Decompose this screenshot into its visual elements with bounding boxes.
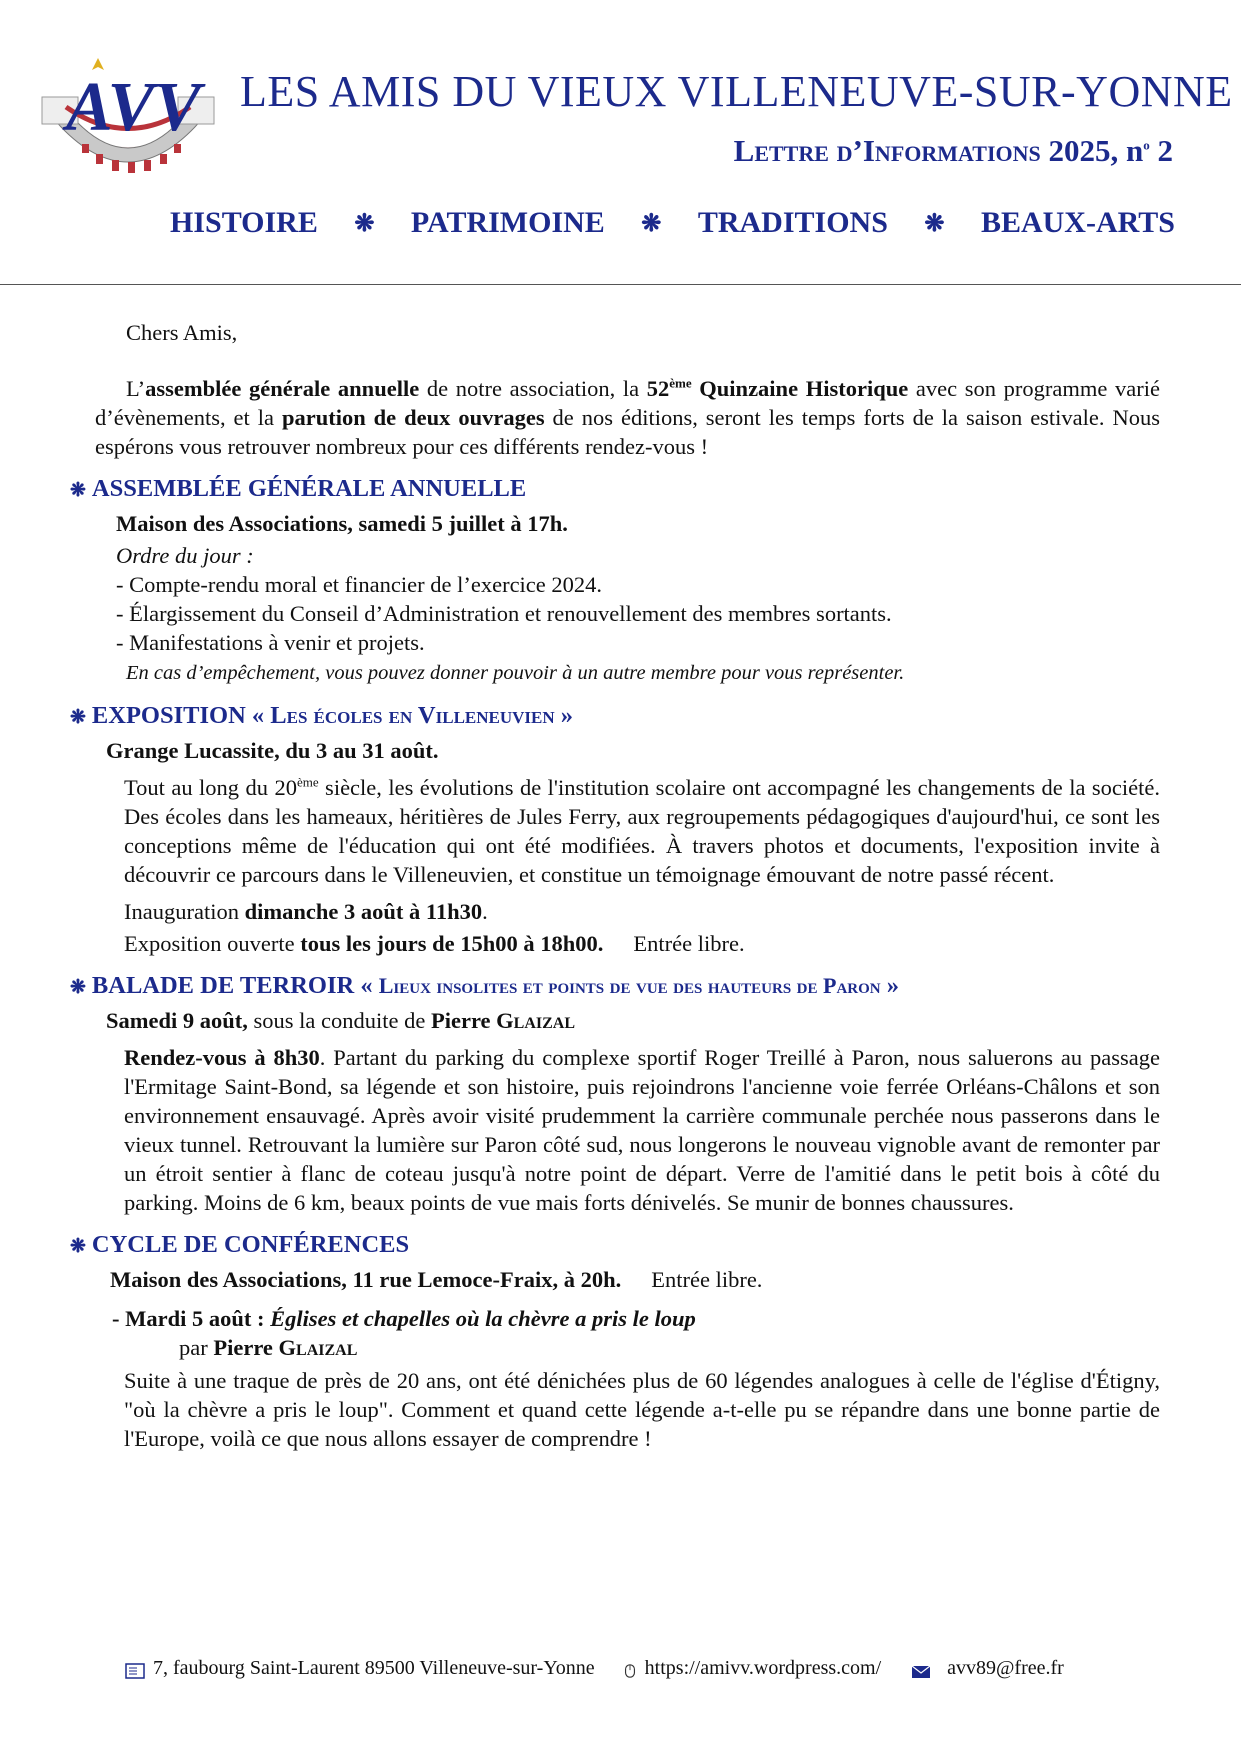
walk-description: Rendez-vous à 8h30. Partant du parking du complexe sportif Roger Treillé à Paron, nous saluerons au passage l'Ermitage Saint-Bond, sa légende et son histoire, puis rejoindrons l'ancienne voie ferrée Orléans-Châlons et son environnement ensauvagé. Après avoir visité prudemment la carrière communale perchée nous passerons dans le vieux tunnel. Retrouvant la lumière sur Paron côté sud, nous longerons le nouveau vignoble avant de remonter par un étroit sentier à flanc de coteau jusqu'à notre point de départ. Verre de l'amitié dans le petit bois à côté du parking. Moins de 6 km, beaux points de vue mais forts dénivelés. Se munir de bonnes chaussures.: [124, 1045, 1160, 1215]
exhibition-location: Grange Lucassite, du 3 au 31 août.: [106, 738, 439, 763]
footer: [125, 1657, 1125, 1680]
footer-email[interactable]: avv89@free.fr: [947, 1657, 1064, 1679]
talk-description: Suite à une traque de près de 20 ans, ont été dénichées plus de 60 légendes analogues à celle de l'église d'Étigny, "où la chèvre a pris le loup". Comment et quand cette légende a-t-elle pu se répandre dans une bonne partie de l'Europe, voilà ce que nous allons essayer de comprendre !: [124, 1368, 1160, 1451]
talk-title: - Mardi 5 août : Églises et chapelles où la chèvre a pris le loup: [112, 1306, 696, 1331]
exhibition-inauguration: Inauguration dimanche 3 août à 11h30.: [124, 899, 488, 924]
envelope-icon: [911, 1663, 931, 1679]
header-divider: [0, 284, 1241, 285]
talk-speaker: par Pierre Glaizal: [179, 1335, 358, 1360]
newsletter-title: Lettre d’Informations 2025, $n^o$ 2: [733, 133, 1173, 168]
section-title-walk: ❋ BALADE DE TERROIR « Lieux insolites et points de vue des hauteurs de Paron »: [70, 972, 899, 999]
snowflake-icon: ❋: [70, 707, 86, 728]
section-title-exhibition: ❋ EXPOSITION « Les écoles en Villeneuvien »: [70, 702, 574, 729]
theme-heritage: PATRIMOINE: [410, 206, 605, 239]
themes-bar: [170, 206, 1175, 240]
logo-text: AVV: [66, 69, 201, 146]
assembly-location: Maison des Associations, samedi 5 juillet à 17h.: [116, 511, 568, 536]
agenda-item: - Compte-rendu moral et financier de l’exercice 2024.: [116, 572, 603, 597]
agenda-label: Ordre du jour :: [116, 543, 254, 568]
conference-location: Maison des Associations, 11 rue Lemoce-Fraix, à 20h. Entrée libre.: [110, 1267, 763, 1292]
letter-icon: [125, 1663, 145, 1679]
snowflake-icon: ❋: [70, 977, 86, 998]
proxy-note: En cas d’empêchement, vous pouvez donner pouvoir à un autre membre pour vous représenter.: [126, 662, 905, 684]
walk-date: Samedi 9 août, sous la conduite de Pierre Glaizal: [106, 1008, 576, 1033]
exhibition-hours: Exposition ouverte tous les jours de 15h00 à 18h00. Entrée libre.: [124, 931, 745, 956]
letter-body: [70, 318, 1160, 1453]
section-title-conferences: ❋ CYCLE DE CONFÉRENCES: [70, 1231, 410, 1258]
agenda-item: - Élargissement du Conseil d’Administration et renouvellement des membres sortants.: [116, 601, 892, 626]
agenda-item: - Manifestations à venir et projets.: [116, 630, 425, 655]
snowflake-icon: ❋: [354, 210, 375, 237]
snowflake-icon: ❋: [641, 210, 662, 237]
theme-traditions: TRADITIONS: [697, 206, 888, 239]
exhibition-description: Tout au long du 20ème siècle, les évolutions de l'institution scolaire ont accompagné les changements de la société. Des écoles dans les hameaux, héritières de Jules Ferry, aux regroupements pédagogiques d'aujourd'hui, ce sont les conceptions même de l'éducation qui ont été modifiées. À travers photos et documents, l'exposition invite à découvrir ce parcours dans le Villeneuvien, et constitue un témoignage émouvant de notre passé récent.: [124, 774, 1160, 887]
greeting: Chers Amis,: [126, 320, 238, 345]
theme-fine-arts: BEAUX-ARTS: [980, 206, 1175, 239]
theme-history: HISTOIRE: [170, 206, 318, 239]
section-title-assembly: ❋ ASSEMBLÉE GÉNÉRALE ANNUELLE: [70, 475, 527, 502]
footer-website[interactable]: https://amivv.wordpress.com/: [644, 1657, 882, 1679]
intro-paragraph: L’assemblée générale annuelle de notre association, la 52ème Quinzaine Historique avec son programme varié d’évènements, et la parution de deux ouvrages de nos éditions, seront les temps forts de la saison estivale. Nous espérons vous retrouver nombreux pour ces différents rendez-vous !: [95, 375, 1160, 459]
organization-name: LES AMIS DU VIEUX VILLENEUVE-SUR-YONNE: [240, 67, 1233, 116]
footer-address: 7, faubourg Saint-Laurent 89500 Villeneuve-sur-Yonne: [153, 1657, 595, 1679]
snowflake-icon: ❋: [924, 210, 945, 237]
association-logo: [38, 52, 218, 200]
mouse-icon: [623, 1663, 637, 1679]
snowflake-icon: ❋: [70, 480, 86, 501]
snowflake-icon: ❋: [70, 1236, 86, 1257]
